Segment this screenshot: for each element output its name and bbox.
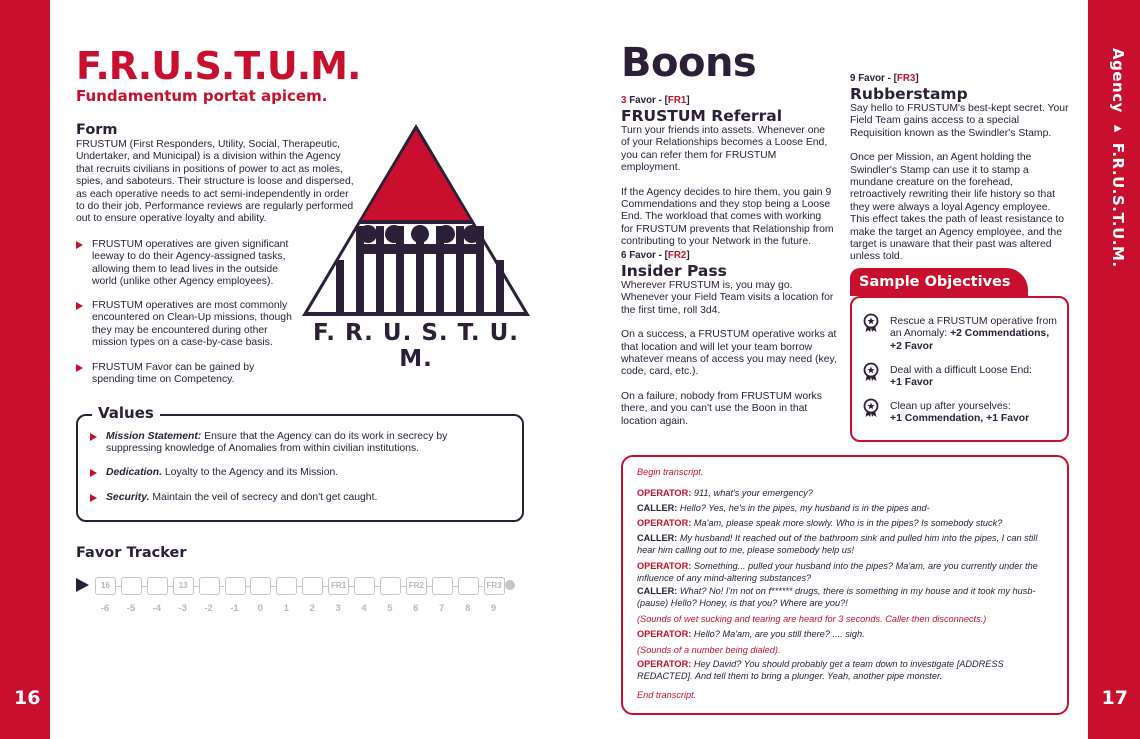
boon-paragraph: On a success, a FRUSTUM operative works at that location and will let your team borrow whatever means of access you may need (key, code, card, etc.). — [621, 329, 837, 378]
form-bullet: FRUSTUM operatives are most commonly encountered on Clean-Up missions, though they may be encountered during other mission types on a case-by-case basis. — [92, 300, 297, 350]
favor-tracker-box[interactable] — [276, 577, 297, 595]
boon-frustum-referral — [621, 95, 836, 249]
transcript-line — [637, 690, 1049, 702]
favor-tracker-number: 0 — [257, 603, 264, 614]
sample-objectives-heading: Sample Objectives — [850, 268, 1028, 296]
objective-text: Rescue a FRUSTUM operative from an Anomaly: — [890, 316, 1057, 340]
boons-title: Boons — [621, 40, 757, 86]
transcript-text: Ma'am, please speak more slowly. Who is in the pipes? Is somebody stuck? — [693, 518, 1003, 528]
objective-reward: +1 Favor — [890, 377, 934, 389]
favor-tracker-connector — [168, 586, 173, 587]
boon-paragraph: Once per Mission, an Agent holding the Swindler's Stamp can use it to stamp a mundane creature on the forehead, retroactively rewriting their life history so that they were always a loyal Agency employee. This effect takes the path of least resistance to make the target an Agency employee, and the target is unaware that their past was altered unless told. — [850, 152, 1065, 263]
favor-tracker-box[interactable] — [250, 577, 271, 595]
form-heading: Form — [76, 122, 118, 138]
favor-tracker-number: 9 — [490, 603, 497, 614]
transcript-speaker: CALLER: — [637, 503, 680, 513]
value-item — [106, 492, 506, 504]
frustum-logo — [298, 120, 534, 372]
value-item — [106, 431, 506, 456]
transcript-text: Hello? Yes, he's in the pipes, my husband is in the pipes and- — [679, 503, 930, 513]
value-text: Loyalty to the Agency and its Mission. — [164, 467, 339, 478]
favor-tracker-box[interactable]: FR3 — [484, 577, 505, 595]
transcript-line — [637, 533, 1049, 557]
value-text: Maintain the veil of secrecy and don't get caught. — [152, 492, 378, 503]
value-label: Security. — [106, 492, 150, 503]
transcript-text: Hey David? You should probably get a team down to investigate [ADDRESS REDACTED]. And tell them to bring a plunger. Yeah, another pipe monster. — [637, 659, 1004, 681]
form-bullet: FRUSTUM operatives are given significant leeway to do their Agency-assigned tasks, allowing them to lead lives in the outside world (unlike other Agency employees). — [92, 239, 297, 289]
boon-paragraph: On a failure, nobody from FRUSTUM works there, and you can't use the Boon in that location again. — [621, 390, 822, 427]
boon-paragraph: If the Agency decides to hire them, you gain 9 Commendations and they stop being a Loose End. The workload that comes with working for FRUSTUM prevents that Relationship from contributing to your Network in the future. — [621, 186, 834, 248]
favor-tracker-number: -4 — [152, 603, 162, 614]
transcript-text: What? No! I'm not on f****** drugs, there is something in my house and it took my husb- (pause) Hello? Honey, is that you? Where are you?! — [637, 586, 1036, 608]
favor-tracker-box[interactable] — [432, 577, 453, 595]
boon-paragraph: Wherever FRUSTUM is, you may go. Whenever your Field Team visits a location for the first time, roll 3d4. — [621, 280, 834, 316]
boon-insider-pass — [621, 250, 839, 428]
boon-paragraph: Say hello to FRUSTUM's best-kept secret. Your Field Team gains access to a special Requisition known as the Swindler's Stamp. — [850, 103, 1069, 139]
value-label: Mission Statement: — [106, 431, 202, 442]
favor-tracker-heading: Favor Tracker — [76, 545, 187, 561]
favor-tracker-box[interactable]: 16 — [95, 577, 116, 595]
transcript-text: (Sounds of a number being dialed). — [637, 645, 781, 655]
favor-tracker-box[interactable]: FR1 — [328, 577, 349, 595]
logo-wordmark: F. R. U. S. T. U. M. — [312, 320, 520, 372]
favor-tracker-connector — [220, 586, 225, 587]
boon-title: FRUSTUM Referral — [621, 107, 783, 125]
transcript-text: (Sounds of wet sucking and tearing are heard for 3 seconds. Caller then disconnects.) — [637, 614, 987, 624]
boon-favor-cost: 6 Favor - [FR2] — [621, 250, 690, 261]
favor-tracker-connector — [479, 586, 484, 587]
objective-text: Clean up after yourselves: — [890, 401, 1011, 412]
medal-icon — [862, 398, 880, 423]
favor-tracker-box[interactable] — [147, 577, 168, 595]
transcript-line — [637, 467, 1049, 479]
favor-tracker-number: -2 — [204, 603, 213, 614]
favor-tracker-number: -5 — [126, 603, 136, 614]
transcript-line — [637, 518, 1049, 530]
favor-tracker-connector — [453, 586, 458, 587]
favor-tracker-number: 1 — [283, 603, 289, 614]
transcript-text: Something... pulled your husband into the pipes? Ma'am, are you currently under the influence of any mind-altering substances? — [637, 561, 1038, 583]
favor-tracker-number: 6 — [413, 603, 419, 614]
value-item — [106, 467, 506, 479]
favor-tracker-number: 7 — [439, 603, 445, 614]
boon-favor-cost: 9 Favor - [FR3] — [850, 73, 919, 84]
favor-tracker-connector — [427, 586, 432, 587]
favor-tracker-number: 4 — [361, 603, 367, 614]
transcript-line — [637, 586, 1049, 610]
page-number-left: 16 — [14, 687, 41, 709]
transcript-speaker: OPERATOR: — [637, 561, 694, 571]
transcript-text: End transcript. — [637, 690, 697, 700]
transcript-speaker: OPERATOR: — [637, 518, 694, 528]
transcript-text: 911, what's your emergency? — [693, 488, 813, 498]
section-side-label: Agency ▸ F.R.U.S.T.U.M. — [1109, 48, 1127, 268]
value-label: Dedication. — [106, 467, 163, 478]
values-heading: Values — [92, 404, 160, 422]
motto: Fundamentum portat apicem. — [76, 87, 328, 105]
objective-reward: +2 Commendations, +2 Favor — [890, 328, 1050, 352]
transcript-text: Begin transcript. — [637, 467, 704, 477]
favor-tracker-box[interactable] — [199, 577, 220, 595]
transcript-line — [637, 614, 1049, 626]
favor-tracker-number: 5 — [387, 603, 393, 614]
favor-tracker-box[interactable] — [225, 577, 246, 595]
objective-reward: +1 Commendation, +1 Favor — [890, 413, 1030, 425]
favor-tracker-number: 2 — [309, 603, 315, 614]
favor-tracker — [78, 577, 518, 597]
boon-paragraph: Turn your friends into assets. Whenever one of your Relationships becomes a Loose End, you can refer them for FRUSTUM employment. — [621, 125, 828, 174]
objective-item — [890, 365, 1060, 390]
transcript-speaker: OPERATOR: — [637, 488, 694, 498]
favor-tracker-number: 3 — [335, 603, 341, 614]
transcript-speaker: CALLER: — [637, 586, 680, 596]
form-paragraph-text: FRUSTUM (First Responders, Utility, Social, Therapeutic, Undertaker, and Municipal) is a division within the Agency that recruits civilians in positions of power to act as moles, spies, and saboteurs. Their structure is loose and dispersed, as each operative needs to act semi-independently in order to do their job. Performance reviews are regularly performed out to ensure operative loyalty and ability. — [76, 139, 354, 225]
transcript-line — [637, 561, 1049, 585]
favor-tracker-box[interactable] — [380, 577, 401, 595]
transcript-line — [637, 645, 1049, 657]
favor-tracker-number: 8 — [464, 603, 471, 614]
objective-text: Deal with a difficult Loose End: — [890, 365, 1032, 376]
favor-tracker-end-dot — [505, 580, 515, 590]
page-title: F.R.U.S.T.U.M. — [76, 44, 361, 88]
value-text: Ensure that the Agency can do its work in secrecy by suppressing knowledge of Anomalies from within civilian institutions. — [106, 431, 448, 455]
favor-tracker-number: -3 — [178, 603, 187, 614]
medal-icon — [862, 313, 880, 338]
boon-title: Insider Pass — [621, 262, 727, 280]
transcript-line — [637, 629, 1049, 641]
favor-tracker-box[interactable]: 13 — [173, 577, 194, 595]
transcript-line — [637, 503, 1049, 515]
favor-tracker-box[interactable] — [302, 577, 323, 595]
transcript-speaker: OPERATOR: — [637, 629, 694, 639]
favor-tracker-number: -6 — [100, 603, 110, 614]
favor-tracker-box[interactable] — [458, 577, 479, 595]
page-number-right: 17 — [1101, 687, 1128, 709]
left-margin-strip — [0, 0, 50, 739]
favor-tracker-box[interactable] — [121, 577, 142, 595]
boon-favor-cost: 3 Favor - [FR1] — [621, 95, 690, 106]
favor-tracker-connector — [194, 586, 199, 587]
favor-tracker-number: -1 — [230, 603, 239, 614]
form-bullet: FRUSTUM Favor can be gained by spending time on Competency. — [92, 362, 297, 387]
transcript-text: My husband! It reached out of the bathroom sink and pulled him into the pipes, I can still hear him calling out to me, please somebody help us! — [637, 533, 1038, 555]
transcript-speaker: CALLER: — [637, 533, 680, 543]
transcript-line — [637, 488, 1049, 500]
medal-icon — [862, 362, 880, 387]
objective-item — [890, 316, 1060, 353]
boon-title: Rubberstamp — [850, 85, 968, 103]
transcript-line — [637, 659, 1049, 683]
boon-rubberstamp — [850, 73, 1070, 264]
transcript-speaker: OPERATOR: — [637, 659, 694, 669]
favor-tracker-box[interactable] — [354, 577, 375, 595]
objective-item — [890, 401, 1060, 426]
transcript-text: Hello? Ma'am, are you still there? .... sigh. — [693, 629, 865, 639]
favor-tracker-box[interactable]: FR2 — [406, 577, 427, 595]
